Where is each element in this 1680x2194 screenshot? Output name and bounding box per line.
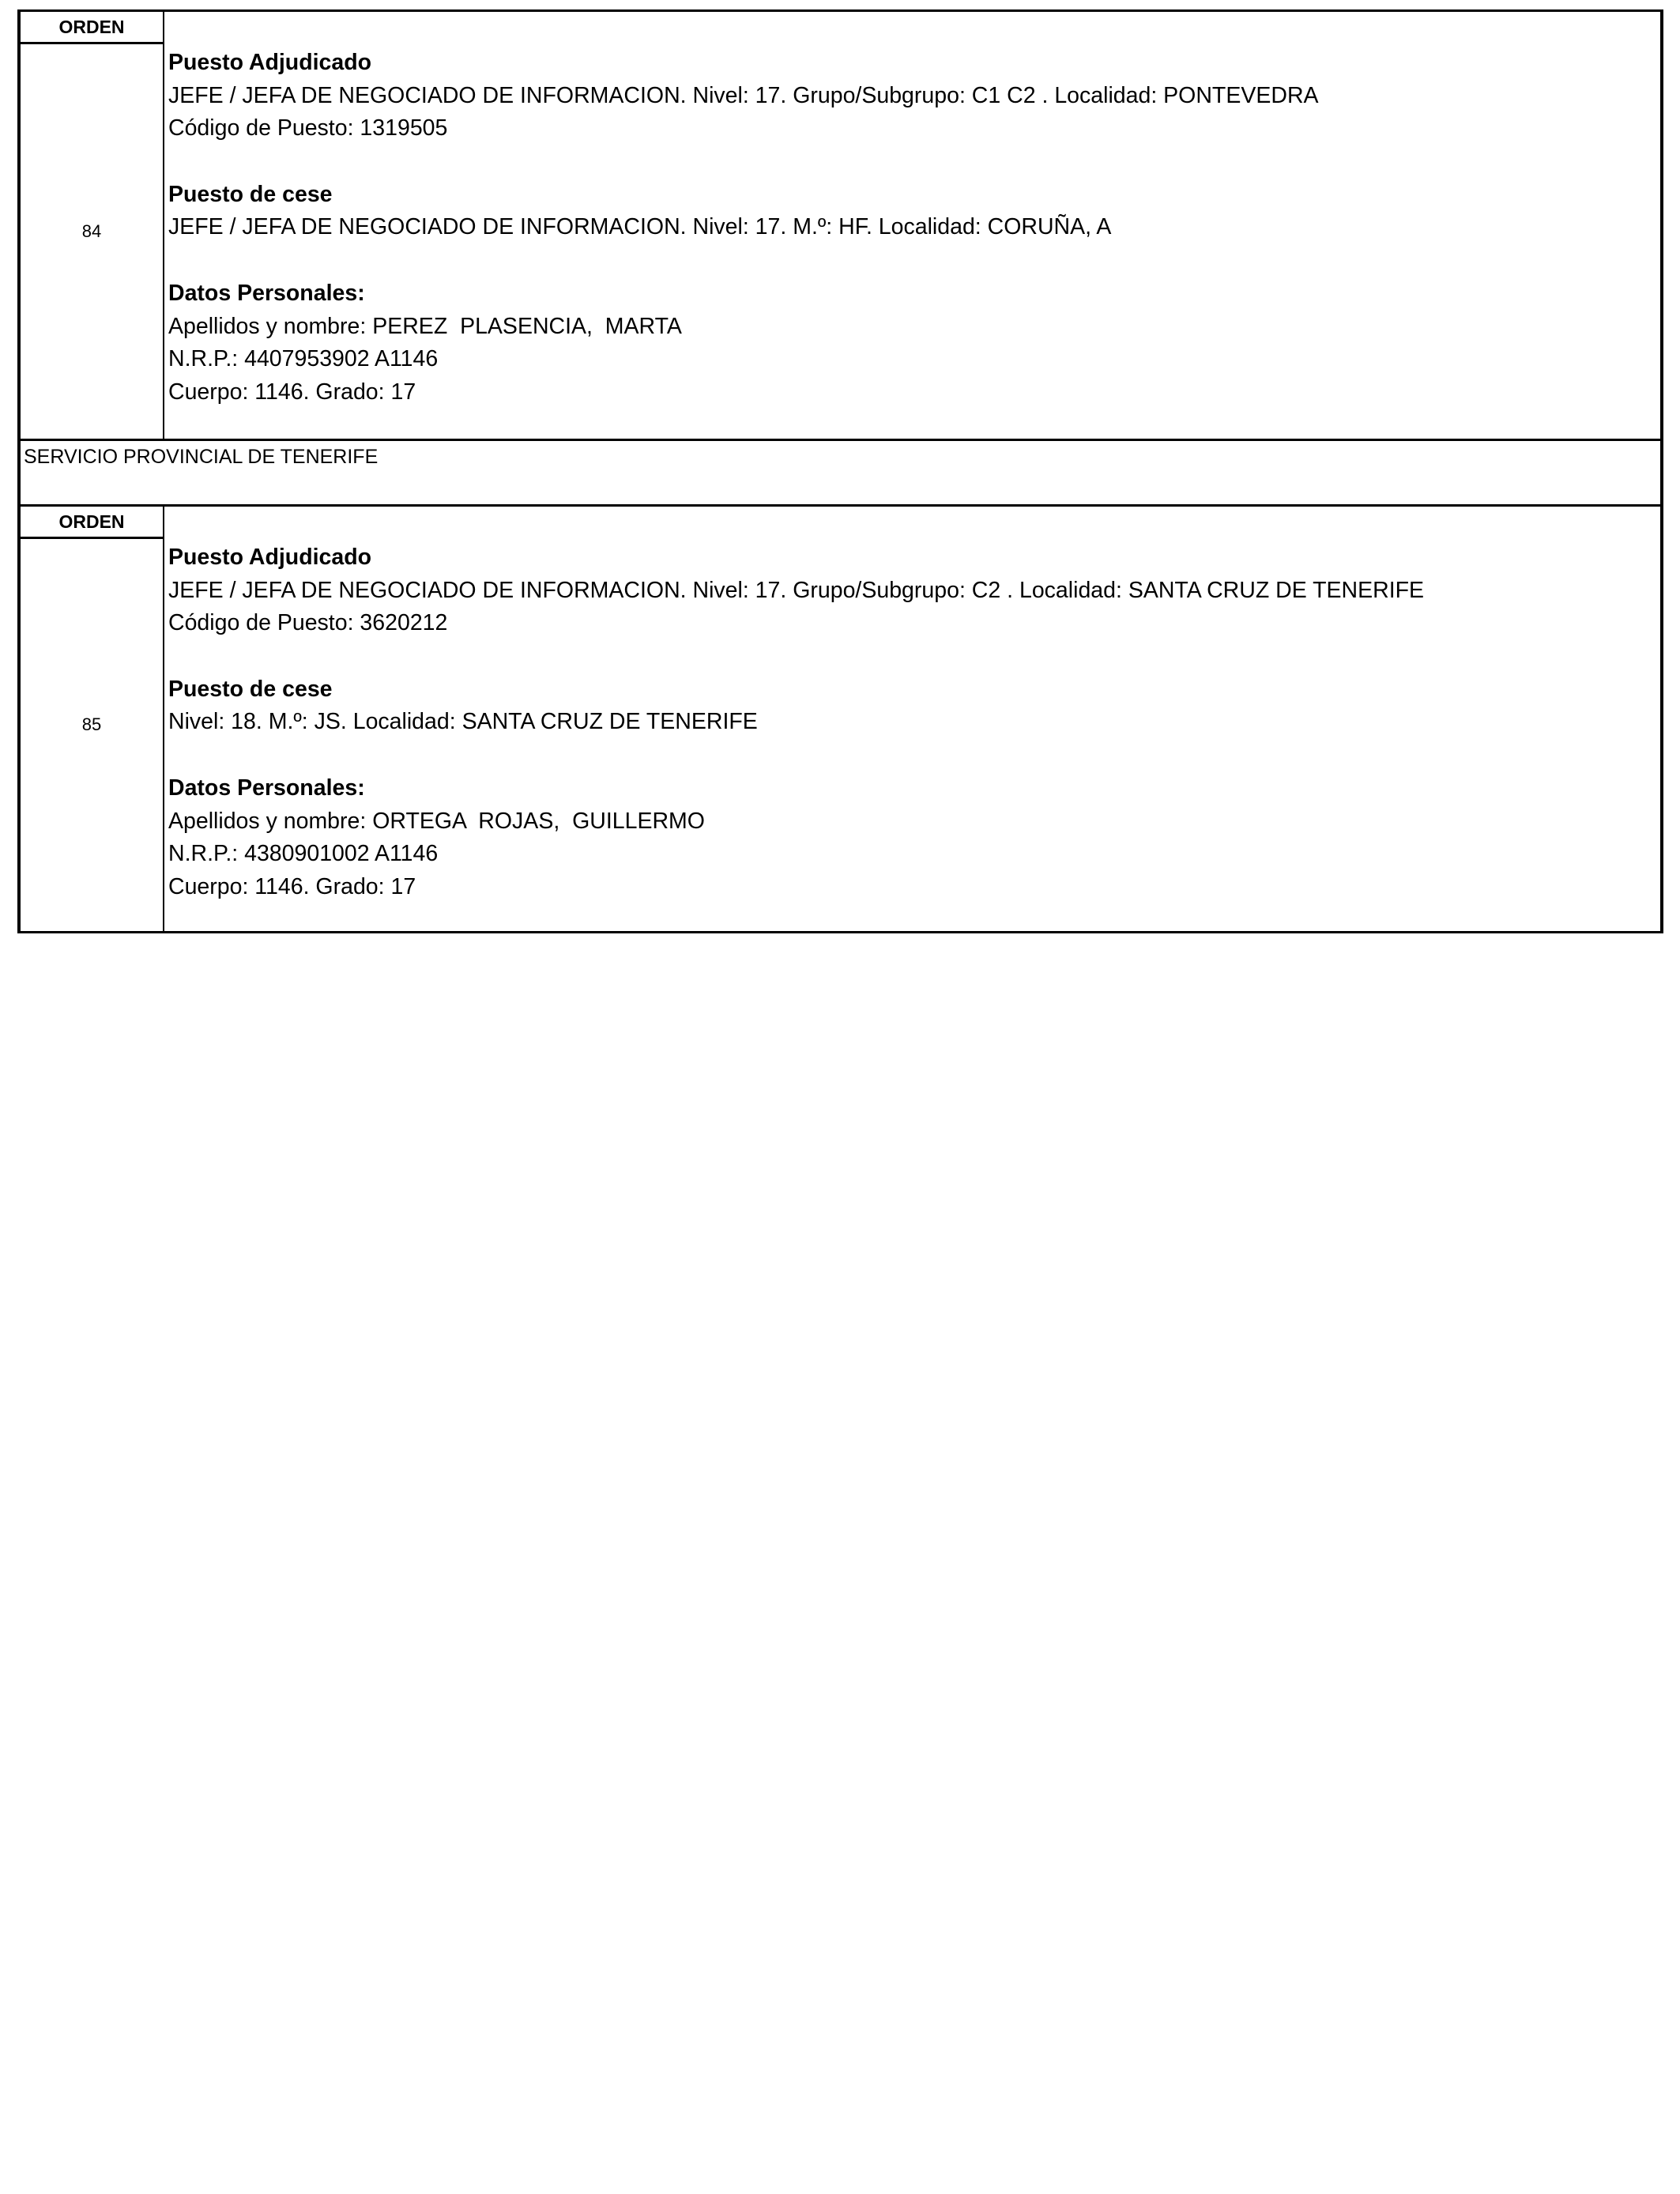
puesto-adjudicado-heading: Puesto Adjudicado [168, 50, 372, 75]
orden-column [21, 507, 164, 931]
datos-personales-heading: Datos Personales: [168, 280, 365, 306]
puesto-cese-heading: Puesto de cese [168, 181, 333, 207]
detail-column [164, 507, 1660, 931]
detail-column [164, 12, 1660, 439]
cuerpo-grado: Cuerpo: 1146. Grado: 17 [168, 873, 416, 899]
puesto-adjudicado-descripcion: JEFE / JEFA DE NEGOCIADO DE INFORMACION. Nivel: 17. Grupo/Subgrupo: C1 C2 . Localidad: PONTEVEDRA [168, 82, 1319, 108]
apellidos-nombre: Apellidos y nombre: PEREZ PLASENCIA, MARTA [168, 313, 682, 339]
nrp: N.R.P.: 4407953902 A1146 [168, 346, 439, 372]
puesto-adjudicado-heading: Puesto Adjudicado [168, 545, 372, 570]
orden-header: ORDEN [21, 12, 163, 44]
puesto-adjudicado-descripcion: JEFE / JEFA DE NEGOCIADO DE INFORMACION. Nivel: 17. Grupo/Subgrupo: C2 . Localidad: SANTA CRUZ DE TENERIFE [168, 577, 1425, 603]
codigo-puesto: Código de Puesto: 1319505 [168, 115, 448, 141]
cuerpo-grado: Cuerpo: 1146. Grado: 17 [168, 379, 416, 405]
orden-column [21, 12, 164, 439]
orden-header: ORDEN [21, 507, 163, 539]
orden-number: 85 [81, 714, 102, 734]
entry-row [17, 504, 1663, 933]
document-table [17, 9, 1663, 933]
orden-number: 84 [81, 221, 102, 241]
codigo-puesto: Código de Puesto: 3620212 [168, 610, 448, 636]
apellidos-nombre: Apellidos y nombre: ORTEGA ROJAS, GUILLERMO [168, 808, 705, 834]
nrp: N.R.P.: 4380901002 A1146 [168, 841, 439, 867]
datos-personales-heading: Datos Personales: [168, 775, 365, 801]
puesto-cese-descripcion: Nivel: 18. M.º: JS. Localidad: SANTA CRUZ DE TENERIFE [168, 709, 758, 735]
puesto-cese-descripcion: JEFE / JEFA DE NEGOCIADO DE INFORMACION. Nivel: 17. M.º: HF. Localidad: CORUÑA, A [168, 214, 1112, 240]
section-title: SERVICIO PROVINCIAL DE TENERIFE [17, 439, 1663, 504]
puesto-cese-heading: Puesto de cese [168, 676, 333, 702]
entry-row [17, 9, 1663, 439]
